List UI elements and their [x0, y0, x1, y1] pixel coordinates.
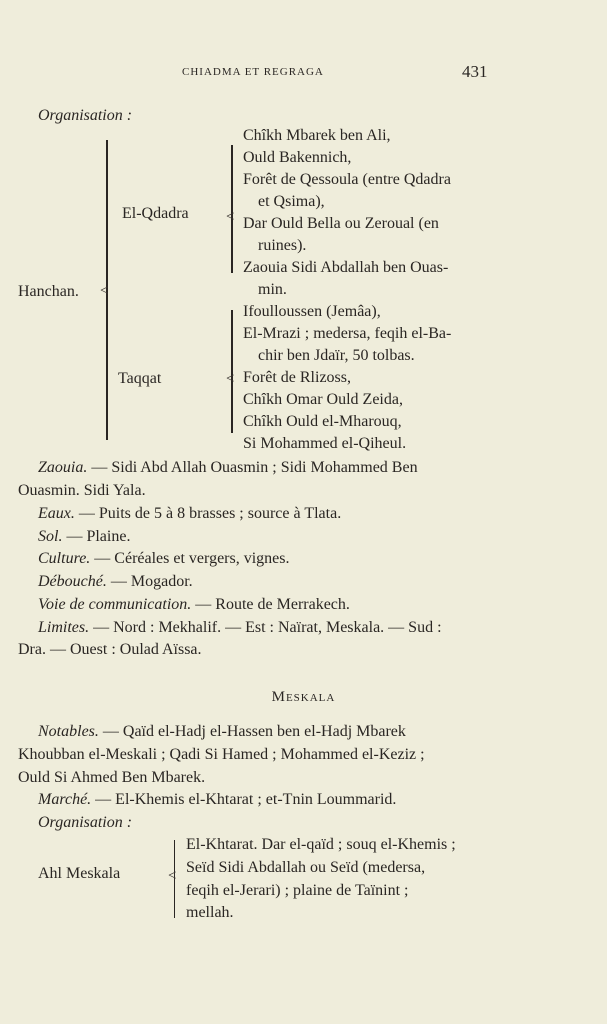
culture-text: — Céréales et vergers, vignes. [90, 550, 290, 567]
marche-text: — El-Khemis el-Khtarat ; et-Tnin Loummarid. [91, 791, 397, 808]
voie-paragraph [38, 594, 350, 616]
fraction-name-taqqat: Taqqat [118, 370, 162, 387]
taqqat-item: Chîkh Omar Ould Zeida, [243, 391, 403, 408]
notables-text: — Qaïd el-Hadj el-Hassen ben el-Hadj Mbarek [98, 723, 406, 740]
sol-label: Sol. [38, 528, 63, 545]
marche-label: Marché. [38, 791, 92, 808]
voie-text: — Route de Merrakech. [191, 596, 350, 613]
meskala-item: feqih el-Jerari) ; plaine de Taïnint ; [186, 882, 409, 899]
meskala-item: Seïd Sidi Abdallah ou Seïd (medersa, [186, 859, 426, 876]
zaouia-paragraph [38, 457, 418, 479]
notables-label: Notables. [38, 723, 99, 740]
eaux-paragraph [38, 503, 341, 525]
eaux-text: — Puits de 5 à 8 brasses ; source à Tlata. [74, 505, 342, 522]
taqqat-item: Forêt de Rlizoss, [243, 369, 351, 386]
qdadra-item: Ould Bakennich, [243, 149, 352, 166]
limites-paragraph [38, 617, 442, 639]
debouche-paragraph [38, 571, 193, 593]
limites-text: — Nord : Mekhalif. — Est : Naïrat, Meskala. — Sud : [89, 619, 442, 636]
brace-meskala: < [168, 868, 177, 884]
fraction-name-qdadra: El-Qdadra [122, 205, 189, 222]
brace-taqqat: < [226, 371, 235, 387]
taqqat-item: Chîkh Ould el-Mharouq, [243, 413, 402, 430]
organisation-label-meskala: Organisation : [38, 814, 133, 831]
culture-label: Culture. [38, 550, 91, 567]
taqqat-item: Ifoulloussen (Jemâa), [243, 303, 381, 320]
limites-label: Limites. [38, 619, 90, 636]
debouche-text: — Mogador. [106, 573, 193, 590]
limites-text-cont: Dra. — Ouest : Oulad Aïssa. [18, 641, 202, 658]
eaux-label: Eaux. [38, 505, 75, 522]
marche-paragraph [38, 789, 396, 811]
zaouia-text-cont: Ouasmin. Sidi Yala. [18, 482, 146, 499]
notables-text-cont: Khoubban el-Meskali ; Qadi Si Hamed ; Mohammed el-Keziz ; [18, 746, 425, 763]
taqqat-item: El-Mrazi ; medersa, feqih el-Ba- [243, 325, 452, 342]
qdadra-item: min. [258, 281, 287, 298]
organisation-label: Organisation : [38, 107, 133, 124]
sol-text: — Plaine. [62, 528, 131, 545]
brace-hanchan: < [100, 283, 109, 299]
qdadra-item: Dar Ould Bella ou Zeroual (en [243, 215, 439, 232]
sol-paragraph [38, 526, 130, 548]
qdadra-item: Chîkh Mbarek ben Ali, [243, 127, 391, 144]
qdadra-item: Zaouia Sidi Abdallah ben Ouas- [243, 259, 449, 276]
taqqat-item: Si Mohammed el-Qiheul. [243, 435, 407, 452]
page-number: 431 [462, 62, 488, 81]
section-title-meskala: Meskala [271, 689, 336, 705]
voie-label: Voie de communication. [38, 596, 192, 613]
meskala-item: El-Khtarat. Dar el-qaïd ; souq el-Khemis ; [186, 836, 456, 853]
culture-paragraph [38, 548, 290, 570]
brace-qdadra: < [226, 209, 235, 225]
tribe-name-hanchan: Hanchan. [18, 283, 79, 300]
qdadra-item: ruines). [258, 237, 307, 254]
zaouia-label: Zaouia. [38, 459, 88, 476]
notables-text-cont: Ould Si Ahmed Ben Mbarek. [18, 769, 206, 786]
debouche-label: Débouché. [38, 573, 107, 590]
running-title: CHIADMA ET REGRAGA [182, 66, 324, 78]
zaouia-text: — Sidi Abd Allah Ouasmin ; Sidi Mohammed Ben [87, 459, 418, 476]
qdadra-item: et Qsima), [258, 193, 325, 210]
taqqat-item: chir ben Jdaïr, 50 tolbas. [258, 347, 415, 364]
notables-paragraph [38, 721, 406, 743]
qdadra-item: Forêt de Qessoula (entre Qdadra [243, 171, 451, 188]
meskala-item: mellah. [186, 904, 234, 921]
tribe-name-ahl-meskala: Ahl Meskala [38, 865, 121, 882]
